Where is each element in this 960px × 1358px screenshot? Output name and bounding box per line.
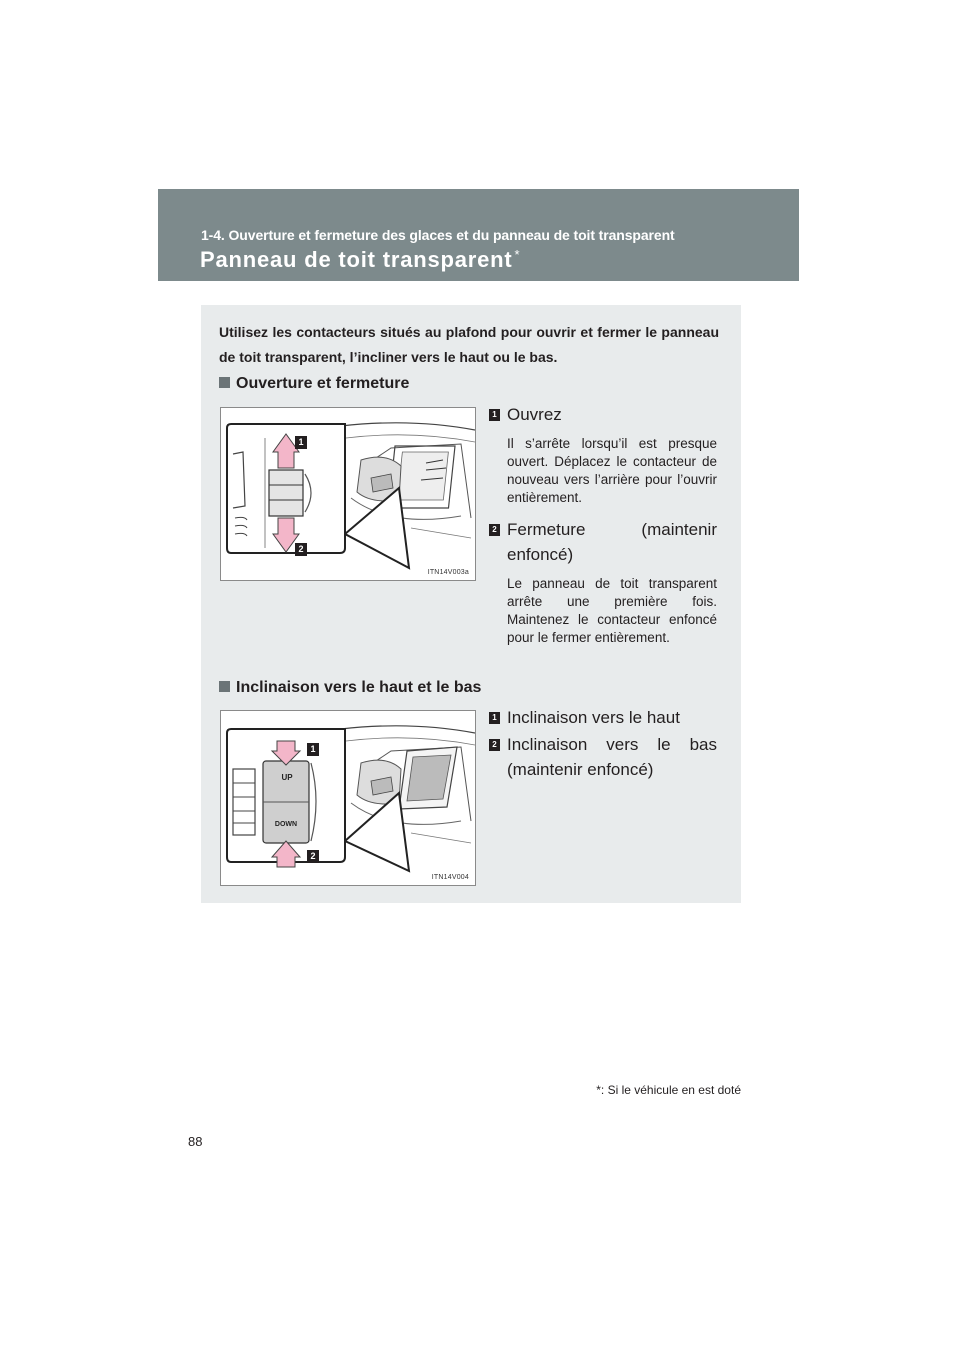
overhead-console-tilt-illustration bbox=[221, 711, 475, 885]
asterisk-icon: * bbox=[596, 1083, 601, 1097]
figure-code: ITN14V004 bbox=[431, 874, 469, 881]
footnote bbox=[596, 1083, 741, 1097]
step-description: Il s’arrête lorsqu’il est presque ouvert. Déplacez le contacteur de nouveau vers l’arrière pour l’ouvrir entièrement. bbox=[507, 436, 717, 505]
step-item bbox=[489, 517, 717, 647]
subheading-open-close bbox=[219, 375, 409, 393]
page-number: 88 bbox=[188, 1134, 203, 1149]
subheading-text: Ouverture et fermeture bbox=[236, 375, 410, 392]
footnote-text: : Si le véhicule en est doté bbox=[600, 1083, 741, 1097]
subheading-text: Inclinaison vers le haut et le bas bbox=[236, 679, 482, 696]
section-label: 1-4. Ouverture et fermeture des glaces et du panneau de toit transparent bbox=[201, 227, 675, 243]
callout-badge-1: 1 bbox=[298, 437, 304, 447]
overhead-console-illustration bbox=[221, 408, 475, 580]
callout-badge-2: 2 bbox=[310, 851, 316, 861]
section-header bbox=[158, 189, 799, 281]
steps-tilt bbox=[489, 705, 717, 782]
figure-tilt bbox=[220, 710, 476, 886]
step-number-badge: 2 bbox=[489, 524, 500, 536]
step-item bbox=[489, 732, 717, 782]
step-item bbox=[489, 705, 717, 730]
callout-badge-1: 1 bbox=[310, 744, 316, 754]
step-item bbox=[489, 402, 717, 507]
up-label: UP bbox=[281, 773, 293, 782]
step-title: Fermeture (maintenir enfoncé) bbox=[507, 520, 717, 564]
step-number-badge: 2 bbox=[489, 739, 500, 751]
subheading-tilt bbox=[219, 679, 481, 697]
page-title-text: Panneau de toit transparent bbox=[200, 247, 513, 272]
asterisk-mark: * bbox=[514, 247, 521, 262]
step-title: Inclinaison vers le bas (maintenir enfoncé) bbox=[507, 735, 717, 779]
step-number-badge: 1 bbox=[489, 712, 500, 724]
callout-badge-2: 2 bbox=[298, 544, 304, 554]
step-description: Le panneau de toit transparent arrête une première fois. Maintenez le contacteur enfoncé pour le fermer entièrement. bbox=[507, 576, 717, 645]
square-bullet-icon bbox=[219, 377, 230, 388]
step-title: Ouvrez bbox=[507, 405, 562, 424]
figure-code: ITN14V003a bbox=[427, 569, 469, 576]
step-number-badge: 1 bbox=[489, 409, 500, 421]
content-box bbox=[201, 305, 741, 903]
square-bullet-icon bbox=[219, 681, 230, 692]
figure-open-close bbox=[220, 407, 476, 581]
down-label: DOWN bbox=[274, 821, 298, 828]
intro-text: Utilisez les contacteurs situés au plafond pour ouvrir et fermer le panneau de toit transparent, l’incliner vers le haut ou le bas. bbox=[219, 324, 719, 365]
page-title bbox=[200, 247, 520, 273]
step-title: Inclinaison vers le haut bbox=[507, 708, 680, 727]
steps-open-close bbox=[489, 402, 717, 647]
